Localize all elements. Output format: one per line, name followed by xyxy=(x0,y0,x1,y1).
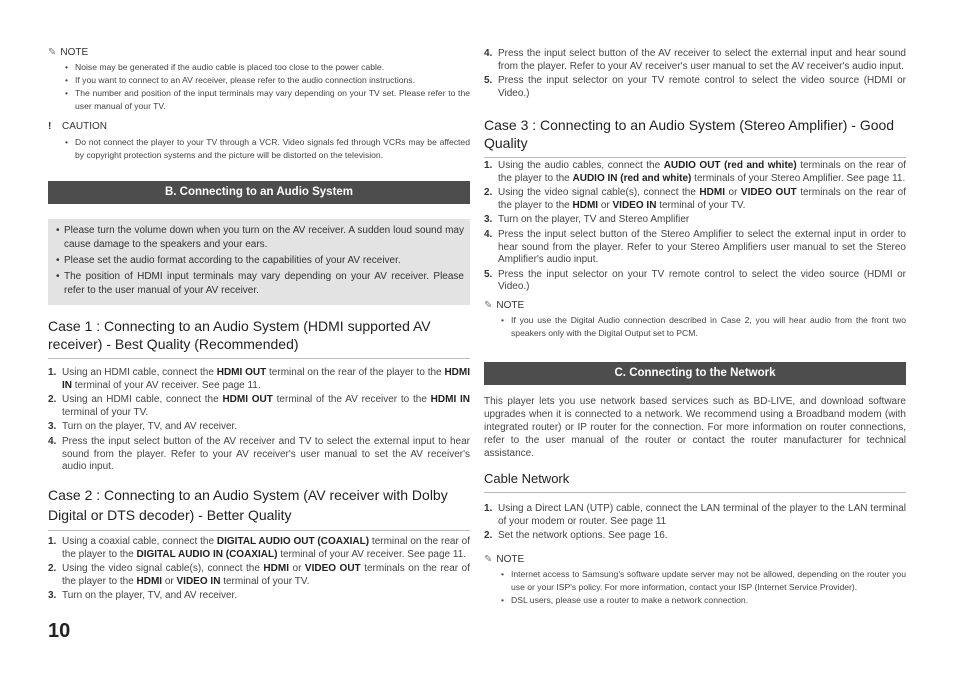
step-text: terminals on the rear of the player to the xyxy=(498,160,907,184)
step-number: 5. xyxy=(484,75,493,87)
step-number: 3. xyxy=(484,214,493,226)
note-list xyxy=(484,314,906,340)
case3-heading xyxy=(484,116,906,158)
step-item xyxy=(484,503,906,528)
step-number: 4. xyxy=(48,435,57,447)
step-item xyxy=(484,75,906,100)
terminal-name: HDMI xyxy=(263,563,289,575)
step-text: terminal on the rear of the player to the xyxy=(62,536,470,560)
step-item xyxy=(48,421,470,434)
step-text: terminal of your TV. xyxy=(220,575,310,587)
section-b-header: B. Connecting to an Audio System xyxy=(48,181,470,204)
caution-item: • Do not connect the player to your TV through a VCR. Video signals fed through VCRs may be affected by copyright protection systems and the picture will be distorted on the television. xyxy=(48,136,470,162)
step-number: 3. xyxy=(48,421,57,433)
terminal-name: AUDIO IN (red and white) xyxy=(572,172,692,184)
terminal-name: VIDEO OUT xyxy=(304,563,361,575)
step-item xyxy=(484,530,906,543)
step-text: Press the input select button of the AV receiver to select the external input and hear sound from the player. Refer to your AV receiver's user manual to set the AV receiver's audio input. xyxy=(498,48,906,72)
warning-box xyxy=(48,219,470,305)
step-number: 2. xyxy=(484,187,493,199)
step-text: terminal of your AV receiver. See page 11. xyxy=(277,548,467,560)
step-item xyxy=(48,367,470,392)
step-text: Using the video signal cable(s), connect the xyxy=(498,187,700,199)
step-text: terminal of the AV receiver to the xyxy=(272,394,431,406)
caution-list xyxy=(48,136,470,162)
cable-network-steps xyxy=(484,503,906,545)
terminal-name: HDMI xyxy=(572,199,599,211)
case1-heading xyxy=(48,317,470,359)
step-item xyxy=(484,187,906,212)
step-number: 2. xyxy=(48,563,57,575)
note-item: • DSL users, please use a router to make a network connection. xyxy=(484,594,906,607)
continued-steps xyxy=(484,48,906,102)
step-number: 1. xyxy=(48,536,57,547)
step-text: or xyxy=(162,575,177,587)
terminal-name: HDMI xyxy=(699,187,725,199)
step-text: terminal of your AV receiver. See page 11. xyxy=(72,379,261,391)
step-number: 4. xyxy=(484,48,493,59)
terminal-name: DIGITAL AUDIO IN (COAXIAL) xyxy=(136,548,278,560)
case2-steps xyxy=(48,536,470,605)
step-item xyxy=(48,563,470,588)
warning-item: • Please set the audio format according to the capabilities of your AV receiver. xyxy=(56,254,464,268)
step-text: Using a coaxial cable, connect the xyxy=(62,536,217,547)
terminal-name: HDMI OUT xyxy=(222,394,273,406)
cable-network-heading xyxy=(484,470,906,493)
case3-steps xyxy=(484,160,906,296)
terminal-name: DIGITAL AUDIO OUT (COAXIAL) xyxy=(216,536,370,547)
page-number: 10 xyxy=(48,620,71,642)
cable-network-title: Cable Network xyxy=(484,471,570,486)
note-item: • If you want to connect to an AV receiver, please refer to the audio connection instructions. xyxy=(48,74,470,87)
step-text: Turn on the player, TV, and AV receiver. xyxy=(62,421,238,433)
step-item xyxy=(48,394,470,419)
step-number: 2. xyxy=(484,530,493,542)
note-label: NOTE xyxy=(60,47,89,58)
step-text: Press the input selector on your TV remote control to select the video source (HDMI or Video.) xyxy=(498,268,906,293)
step-text: Using an HDMI cable, connect the xyxy=(62,394,223,406)
step-item xyxy=(48,536,470,561)
terminal-name: AUDIO OUT (red and white) xyxy=(663,160,797,171)
step-text: or xyxy=(598,199,613,211)
step-text: or xyxy=(288,563,305,575)
step-text: Turn on the player, TV and Stereo Amplifier xyxy=(498,214,690,226)
pencil-icon: ✎ xyxy=(484,300,493,311)
note-list xyxy=(48,61,470,113)
step-item xyxy=(484,269,906,294)
terminal-name: HDMI IN xyxy=(430,394,470,406)
warning-item: • The position of HDMI input terminals may vary depending on your AV receiver. Please refer to the user manual of your AV receiver. xyxy=(56,270,464,298)
case3-title: Case 3 : Connecting to an Audio System (Stereo Amplifier) - Good Quality xyxy=(484,117,895,151)
terminal-name: HDMI OUT xyxy=(216,367,267,378)
note-block-2 xyxy=(484,300,906,340)
terminal-name: HDMI xyxy=(136,575,163,587)
network-paragraph: This player lets you use network based services such as BD-LIVE, and download software upgrades when it is connected to a network. We recommend using a Broadband modem (with integrated router) or IP router for the connection. For more information on router connections, refer to the user manual of the router or contact the router manufacturer for technical assistance. xyxy=(484,396,906,459)
note-item: • The number and position of the input terminals may vary depending on your TV set. Please refer to the user manual of your TV. xyxy=(48,87,470,113)
step-item xyxy=(48,436,470,474)
step-text: Press the input selector on your TV remote control to select the video source (HDMI or Video.) xyxy=(498,75,906,99)
pencil-icon: ✎ xyxy=(484,554,493,565)
note-item: • If you use the Digital Audio connection described in Case 2, you will hear audio from the front two speakers only with the Digital Output set to PCM. xyxy=(484,314,906,340)
step-number: 3. xyxy=(48,590,57,602)
step-number: 2. xyxy=(48,394,57,406)
step-text: terminals on the rear of the player to the xyxy=(62,563,470,587)
note-item: • Internet access to Samsung's software update server may not be allowed, depending on the router you use or your ISP's policy. For more information, contact your ISP (Internet Service Provider). xyxy=(484,568,906,594)
step-text: Set the network options. See page 16. xyxy=(498,530,668,542)
case2-title: Case 2 : Connecting to an Audio System (AV receiver with Dolby Digital or DTS decoder) - Better Quality xyxy=(48,487,448,523)
step-text: terminal on the rear of the player to the xyxy=(266,367,445,378)
step-text: or xyxy=(724,187,741,199)
note-item: • Noise may be generated if the audio cable is placed too close to the power cable. xyxy=(48,61,470,74)
step-text: terminals of your Stereo Amplifier. See page 11. xyxy=(691,172,906,184)
step-item xyxy=(484,160,906,185)
case2-heading xyxy=(48,485,470,531)
step-text: Using an HDMI cable, connect the xyxy=(62,367,217,378)
step-text: Using a Direct LAN (UTP) cable, connect the LAN terminal of the player to the LAN terminal of your modem or router. See page 11 xyxy=(498,503,906,527)
step-number: 4. xyxy=(484,228,493,240)
caution-label: CAUTION xyxy=(62,121,107,132)
case1-steps xyxy=(48,367,470,476)
step-text: Press the input select button of the Stereo Amplifier to select the external input in order to hear sound from the player. Refer to your Stereo Amplifiers user manual to set the Stereo Amplifier's audio input. xyxy=(498,228,906,266)
terminal-name: HDMI IN xyxy=(62,367,470,391)
step-number: 5. xyxy=(484,268,493,280)
note-block-1 xyxy=(48,47,470,113)
note-block-3 xyxy=(484,554,906,607)
step-text: terminal of your TV. xyxy=(62,406,149,418)
note-label: NOTE xyxy=(496,300,525,311)
step-item xyxy=(48,590,470,603)
terminal-name: VIDEO IN xyxy=(612,199,657,211)
caution-icon: ! xyxy=(48,121,52,132)
step-text: Turn on the player, TV, and AV receiver. xyxy=(62,590,238,602)
case1-title: Case 1 : Connecting to an Audio System (HDMI supported AV receiver) - Best Quality (Recommended) xyxy=(48,318,431,352)
step-number: 1. xyxy=(48,367,57,378)
note-list xyxy=(484,568,906,607)
step-text: Using the video signal cable(s), connect the xyxy=(62,563,264,575)
step-number: 1. xyxy=(484,503,493,514)
section-c-header: C. Connecting to the Network xyxy=(484,362,906,385)
terminal-name: VIDEO IN xyxy=(176,575,221,587)
step-text: terminal of your TV. xyxy=(656,199,746,211)
pencil-icon: ✎ xyxy=(48,47,57,58)
step-item xyxy=(484,214,906,227)
step-item xyxy=(484,48,906,73)
caution-block xyxy=(48,121,470,162)
step-text: Press the input select button of the AV receiver and TV to select the external input to hear sound from the player. Refer to your AV receiver's user manual to set the AV receiver's audio input. xyxy=(62,435,470,473)
terminal-name: VIDEO OUT xyxy=(740,187,797,199)
step-item xyxy=(484,229,906,267)
step-number: 1. xyxy=(484,160,493,171)
note-label: NOTE xyxy=(496,554,525,565)
step-text: terminals on the rear of the player to the xyxy=(498,187,906,211)
warning-item: • Please turn the volume down when you turn on the AV receiver. A sudden loud sound may cause damage to the speakers and your ears. xyxy=(56,224,464,252)
step-text: Using the audio cables, connect the xyxy=(498,160,664,171)
